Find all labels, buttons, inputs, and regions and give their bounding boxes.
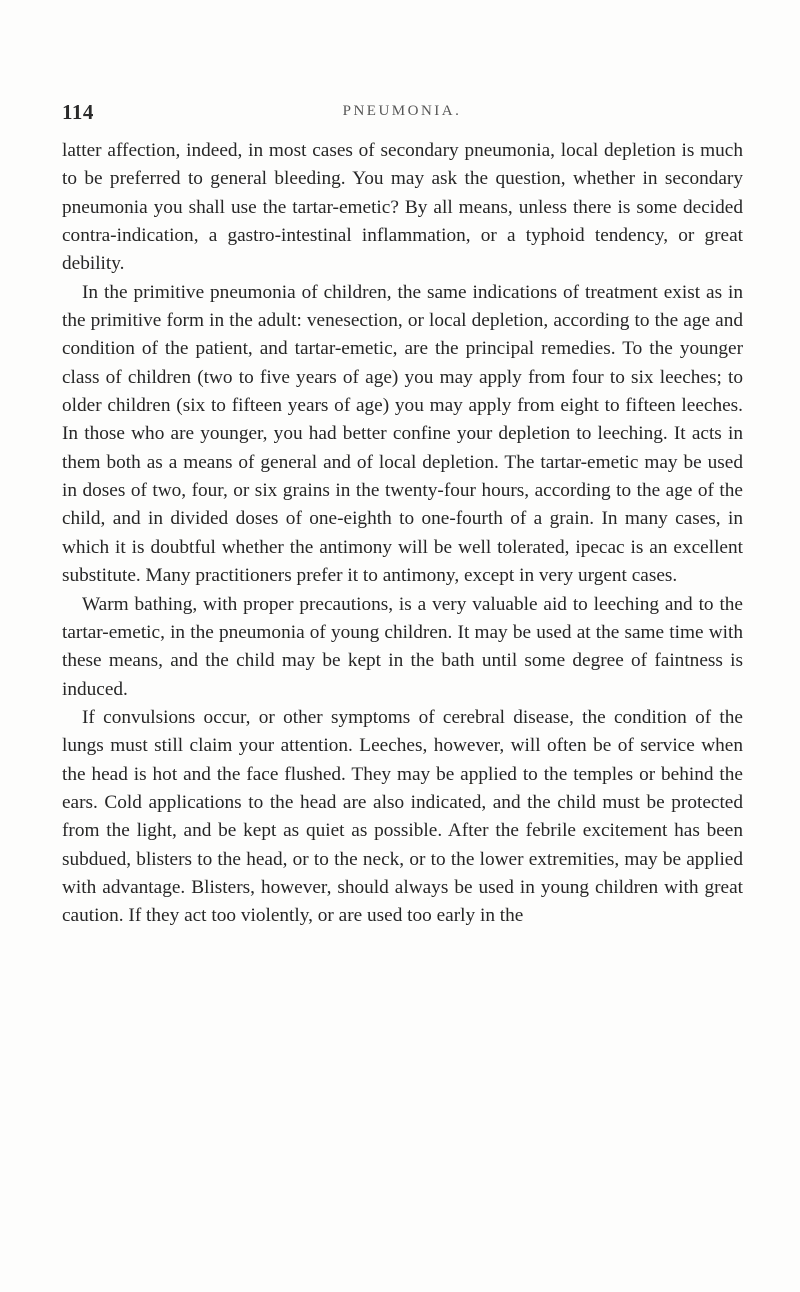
body-text (62, 137, 743, 931)
paragraph-primitive-pneumonia: In the primitive pneumonia of children, the same indications of treatment exist as in the primitive form in the adult: venesection, or local depletion, according to the age and condition of the patient, and tartar-emetic, are the principal remedies. To the younger class of children (two to five years of age) you may apply from four to six leeches; to older children (six to fifteen years of age) you may apply from eight to fifteen leeches. In those who are younger, you had better confine your depletion to leeching. It acts in them both as a means of general and of local depletion. The tartar-emetic may be used in doses of two, four, or six grains in the twenty-four hours, according to the age of the child, and in divided doses of one-eighth to one-fourth of a grain. In many cases, in which it is doubtful whether the antimony will be well tolerated, ipecac is an excellent substitute. Many practitioners prefer it to antimony, except in very urgent cases. (62, 281, 743, 587)
paragraph-convulsions: If convulsions occur, or other symptoms of cerebral disease, the condition of the lungs must still claim your attention. Leeches, however, will often be of service when the head is hot and the face flushed. They may be applied to the temples or behind the ears. Cold applications to the head are also indicated, and the child must be protected from the light, and be kept as quiet as possible. After the febrile excitement has been subdued, blisters to the head, or to the neck, or to the lower extremities, may be applied with advantage. Blisters, however, should always be used in young children with great caution. If they act too violently, or are used too early in the (62, 706, 743, 927)
paragraph-warm-bathing: Warm bathing, with proper precautions, is a very valuable aid to leeching and to the tartar-emetic, in the pneumonia of young children. It may be used at the same time with these means, and the child may be kept in the bath until some degree of faintness is induced. (62, 593, 743, 700)
page-number: 114 (62, 100, 94, 124)
paragraph-continuation: latter affection, indeed, in most cases of secondary pneumonia, local depletion is much to be preferred to general bleeding. You may ask the question, whether in secondary pneumonia you shall use the tartar-emetic? By all means, unless there is some decided contra-indication, a gastro-intestinal inflammation, or a typhoid tendency, or great debility. (62, 140, 743, 275)
running-head: PNEUMONIA. (342, 103, 462, 119)
page-header (62, 100, 742, 126)
